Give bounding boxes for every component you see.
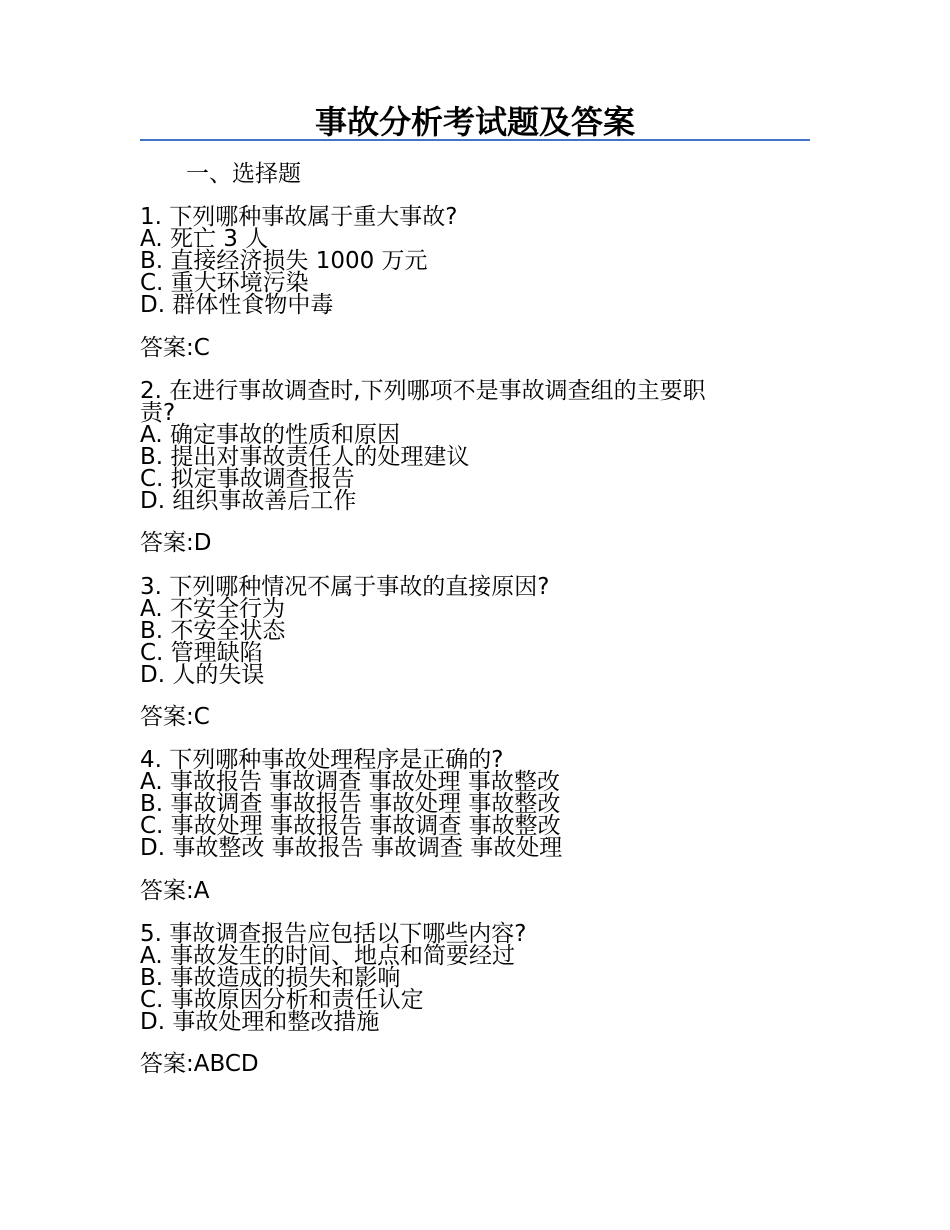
option-c: C. 重大环境污染 (140, 270, 309, 296)
option-c: C. 拟定事故调查报告 (140, 466, 355, 492)
option-b: B. 事故造成的损失和影响 (140, 965, 401, 991)
option-a: A. 确定事故的性质和原因 (140, 422, 400, 448)
question-5 (140, 923, 800, 1033)
section-heading: 一、选择题 (186, 161, 301, 187)
option-c: C. 管理缺陷 (140, 640, 263, 666)
option-c: C. 事故原因分析和责任认定 (140, 987, 424, 1013)
option-d: D. 事故整改 事故报告 事故调查 事故处理 (140, 835, 563, 861)
question-1 (140, 206, 800, 316)
question-3 (140, 576, 800, 686)
question-stem: 4. 下列哪种事故处理程序是正确的? (140, 747, 504, 773)
question-stem: 2. 在进行事故调查时,下列哪项不是事故调查组的主要职 (140, 378, 706, 404)
answer-5: 答案:ABCD (140, 1051, 259, 1077)
option-d: D. 人的失误 (140, 662, 265, 688)
option-b: B. 不安全状态 (140, 618, 286, 644)
answer-1: 答案:C (140, 335, 210, 361)
question-stem: 1. 下列哪种事故属于重大事故? (140, 204, 458, 230)
question-2 (140, 380, 800, 512)
option-b: B. 提出对事故责任人的处理建议 (140, 444, 470, 470)
option-a: A. 事故发生的时间、地点和简要经过 (140, 943, 515, 969)
option-a: A. 事故报告 事故调查 事故处理 事故整改 (140, 769, 560, 795)
answer-3: 答案:C (140, 704, 210, 730)
option-b: B. 直接经济损失 1000 万元 (140, 248, 428, 274)
answer-2: 答案:D (140, 530, 212, 556)
option-b: B. 事故调查 事故报告 事故处理 事故整改 (140, 791, 561, 817)
option-d: D. 组织事故善后工作 (140, 488, 357, 514)
option-c: C. 事故处理 事故报告 事故调查 事故整改 (140, 813, 561, 839)
title-underline (140, 139, 810, 141)
document-title: 事故分析考试题及答案 (314, 103, 635, 141)
question-stem: 3. 下列哪种情况不属于事故的直接原因? (140, 574, 550, 600)
question-4 (140, 749, 800, 859)
option-d: D. 事故处理和整改措施 (140, 1009, 380, 1035)
question-stem-continued: 责? (140, 400, 176, 426)
answer-4: 答案:A (140, 878, 210, 904)
option-a: A. 死亡 3 人 (140, 226, 269, 252)
question-stem: 5. 事故调查报告应包括以下哪些内容? (140, 921, 527, 947)
option-d: D. 群体性食物中毒 (140, 292, 334, 318)
option-a: A. 不安全行为 (140, 596, 285, 622)
